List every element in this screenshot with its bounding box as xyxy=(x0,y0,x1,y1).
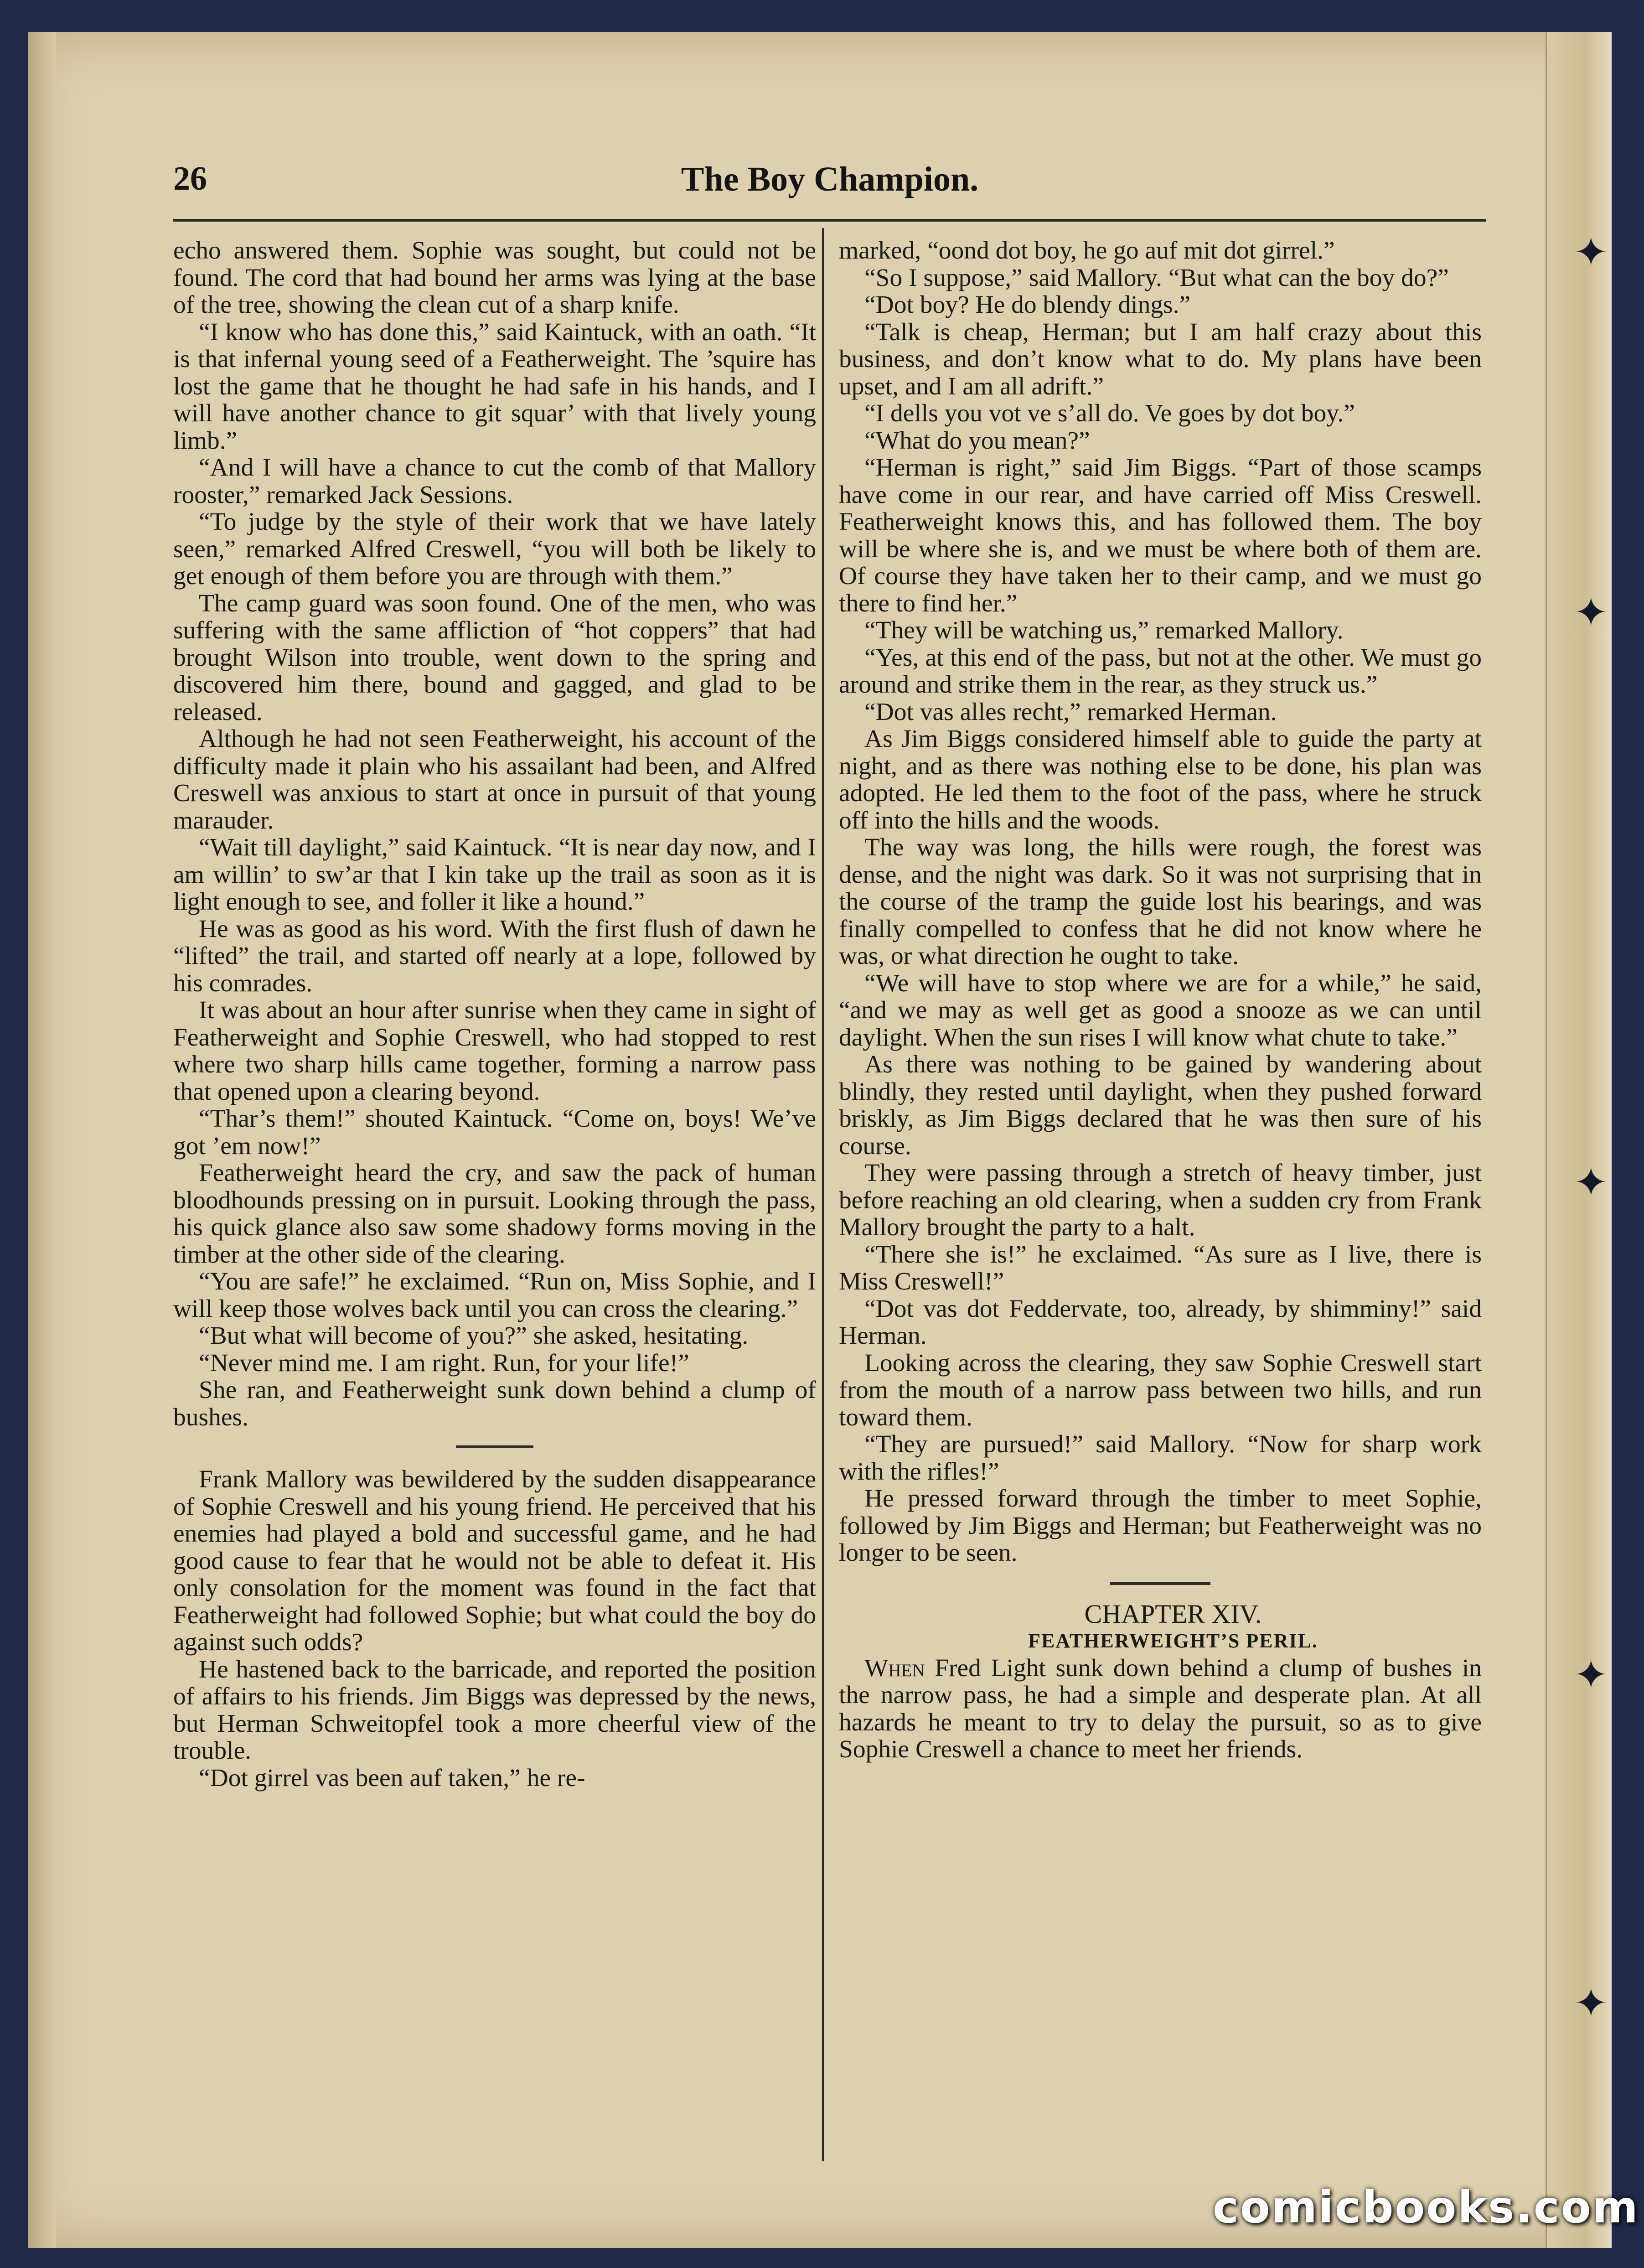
paragraph: “So I suppose,” said Mallory. “But what can the boy do?” xyxy=(864,264,1449,292)
binding-hole-icon: ✦ xyxy=(1574,1160,1608,1206)
paragraph: “Dot vas dot Feddervate, too, already, by shimminy!” said Herman. xyxy=(839,1295,1482,1350)
binding-hole-icon: ✦ xyxy=(1574,1653,1608,1698)
paragraph: The camp guard was soon found. One of the men, who was suffering with the same affliction of “hot coppers” that had brought Wilson into trouble, went down to the spring and discovered him there, bound and gagged, and glad to be released. xyxy=(173,589,816,726)
paragraph: “They are pursued!” said Mallory. “Now for sharp work with the rifles!” xyxy=(839,1430,1482,1486)
page-edge-right xyxy=(1546,32,1612,2248)
watermark: comicbooks.com xyxy=(1213,2182,1639,2233)
paragraph: “Dot girrel vas been auf taken,” he re- xyxy=(199,1764,585,1792)
running-title: The Boy Champion. xyxy=(681,160,979,198)
paragraph: As there was nothing to be gained by wandering about blindly, they rested until daylight, when they pushed forward briskly, as Jim Biggs declared that he was then sure of his course. xyxy=(839,1051,1482,1160)
paragraph: “Never mind me. I am right. Run, for your life!” xyxy=(199,1349,689,1377)
paragraph: He pressed forward through the timber to meet Sophie, followed by Jim Biggs and Herman; but Featherweight was no longer to be seen. xyxy=(839,1485,1482,1567)
paragraph: It was about an hour after sunrise when they came in sight of Featherweight and Sophie Creswell, who had stopped to rest where two sharp hills came together, forming a narrow pass that opened upon a clearing beyond. xyxy=(173,996,816,1106)
paragraph: “You are safe!” he exclaimed. “Run on, Miss Sophie, and I will keep those wolves back until you can cross the clearing.” xyxy=(173,1268,816,1323)
page-edge-left xyxy=(28,32,56,2248)
chapter-subtitle: FEATHERWEIGHT’S PERIL. xyxy=(1028,1630,1318,1652)
binding-hole-icon: ✦ xyxy=(1574,230,1608,275)
paragraph: He was as good as his word. With the first flush of dawn he “lifted” the trail, and started off nearly at a lope, followed by his comrades. xyxy=(173,915,816,997)
paragraph: “And I will have a chance to cut the comb of that Mallory rooster,” remarked Jack Sessions. xyxy=(173,454,816,509)
paragraph: She ran, and Featherweight sunk down behind a clump of bushes. xyxy=(173,1376,816,1431)
paragraph: He hastened back to the barricade, and reported the position of affairs to his friends. Jim Biggs was depressed by the news, but Herman Schweitopfel took a more cheerful view of the trouble. xyxy=(173,1655,816,1765)
header-rule xyxy=(173,219,1486,222)
paragraph: “What do you mean?” xyxy=(864,426,1090,455)
paragraph: Although he had not seen Featherweight, his account of the difficulty made it plain who his assailant had been, and Alfred Creswell was anxious to start at once in pursuit of that young marauder. xyxy=(173,725,816,834)
paragraph: “There she is!” he exclaimed. “As sure as I live, there is Miss Creswell!” xyxy=(839,1240,1482,1295)
chapter-break-rule xyxy=(1110,1582,1210,1585)
paragraph: Featherweight heard the cry, and saw the pack of human bloodhounds pressing on in pursuit. Looking through the pass, his quick glance also saw some shadowy forms moving in the timber at the other side of the clearing. xyxy=(173,1159,816,1269)
paragraph: “Talk is cheap, Herman; but I am half crazy about this business, and don’t know what to do. My plans have been upset, and I am all adrift.” xyxy=(839,318,1482,400)
paragraph: “I know who has done this,” said Kaintuck, with an oath. “It is that infernal young seed of a Featherweight. The ’squire has lost the game that he thought he had safe in his hands, and I will have another chance to git squar’ with that lively young limb.” xyxy=(173,318,816,455)
paragraph: “I dells you vot ve s’all do. Ve goes by dot boy.” xyxy=(864,399,1355,427)
paragraph: The way was long, the hills were rough, the forest was dense, and the night was dark. So it was not surprising that in the course of the tramp the guide lost his bearings, and was finally compelled to confess that he did not know where he was, or what direction he ought to take. xyxy=(839,834,1482,970)
paragraph: “To judge by the style of their work that we have lately seen,” remarked Alfred Creswell, “you will both be likely to get enough of them before you are through with them.” xyxy=(173,508,816,590)
paragraph: Looking across the clearing, they saw Sophie Creswell start from the mouth of a narrow pass between two hills, and run toward them. xyxy=(839,1349,1482,1431)
chapter-title: CHAPTER XIV. xyxy=(1084,1599,1262,1629)
chapter-first-paragraph xyxy=(839,1655,1482,1763)
section-break-rule xyxy=(456,1445,533,1448)
paragraph: “Wait till daylight,” said Kaintuck. “It is near day now, and I am willin’ to sw’ar that I kin take up the trail as soon as it is light enough to see, and foller it like a hound.” xyxy=(173,834,816,916)
paragraph: “Thar’s them!” shouted Kaintuck. “Come on, boys! We’ve got ’em now!” xyxy=(173,1105,816,1160)
paragraph: marked, “oond dot boy, he go auf mit dot girrel.” xyxy=(839,237,1335,264)
column-divider xyxy=(822,228,824,2161)
paragraph: Frank Mallory was bewildered by the sudden disappearance of Sophie Creswell and his young friend. He perceived that his enemies had played a bold and successful game, and he had good cause to fear that he would not be able to defeat it. His only consolation for the moment was found in the fact that Featherweight had followed Sophie; but what could the boy do against such odds? xyxy=(173,1465,816,1656)
chapter-paragraph-text: Fred Light sunk down behind a clump of bushes in the narrow pass, he had a simple and desperate plan. At all hazards he meant to try to delay the pursuit, so as to give Sophie Creswell a chance to meet her friends. xyxy=(839,1654,1482,1763)
paragraph: They were passing through a stretch of heavy timber, just before reaching an old clearing, when a sudden cry from Frank Mallory brought the party to a halt. xyxy=(839,1159,1482,1241)
paragraph: “They will be watching us,” remarked Mallory. xyxy=(864,616,1344,644)
paragraph: “Yes, at this end of the pass, but not at the other. We must go around and strike them in the rear, as they struck us.” xyxy=(839,643,1482,699)
paragraph: As Jim Biggs considered himself able to guide the party at night, and as there was nothing else to be done, his plan was adopted. He led them to the foot of the pass, where he struck off into the hills and the woods. xyxy=(839,725,1482,834)
paragraph: “Dot vas alles recht,” remarked Herman. xyxy=(864,698,1277,726)
right-column xyxy=(839,237,1482,1763)
paragraph: “Dot boy? He do blendy dings.” xyxy=(864,291,1191,319)
page-header xyxy=(173,160,1486,210)
paragraph: echo answered them. Sophie was sought, but could not be found. The cord that had bound her arms was lying at the base of the tree, showing the clean cut of a sharp knife. xyxy=(173,237,816,319)
paragraph: “But what will become of you?” she asked, hesitating. xyxy=(199,1322,749,1350)
binding-hole-icon: ✦ xyxy=(1574,590,1608,636)
chapter-lead-word: When xyxy=(864,1654,925,1682)
paragraph: “We will have to stop where we are for a while,” he said, “and we may as well get as good a snooze as we can until daylight. When the sun rises I will know what chute to take.” xyxy=(839,969,1482,1051)
left-column xyxy=(173,237,816,1792)
binding-hole-icon: ✦ xyxy=(1574,1981,1608,2026)
page-number: 26 xyxy=(173,160,207,197)
paragraph: “Herman is right,” said Jim Biggs. “Part of those scamps have come in our rear, and have carried off Miss Creswell. Featherweight knows this, and has followed them. The boy will be where she is, and we must be where both of them are. Of course they have taken her to their camp, and we must go there to find her.” xyxy=(839,454,1482,617)
